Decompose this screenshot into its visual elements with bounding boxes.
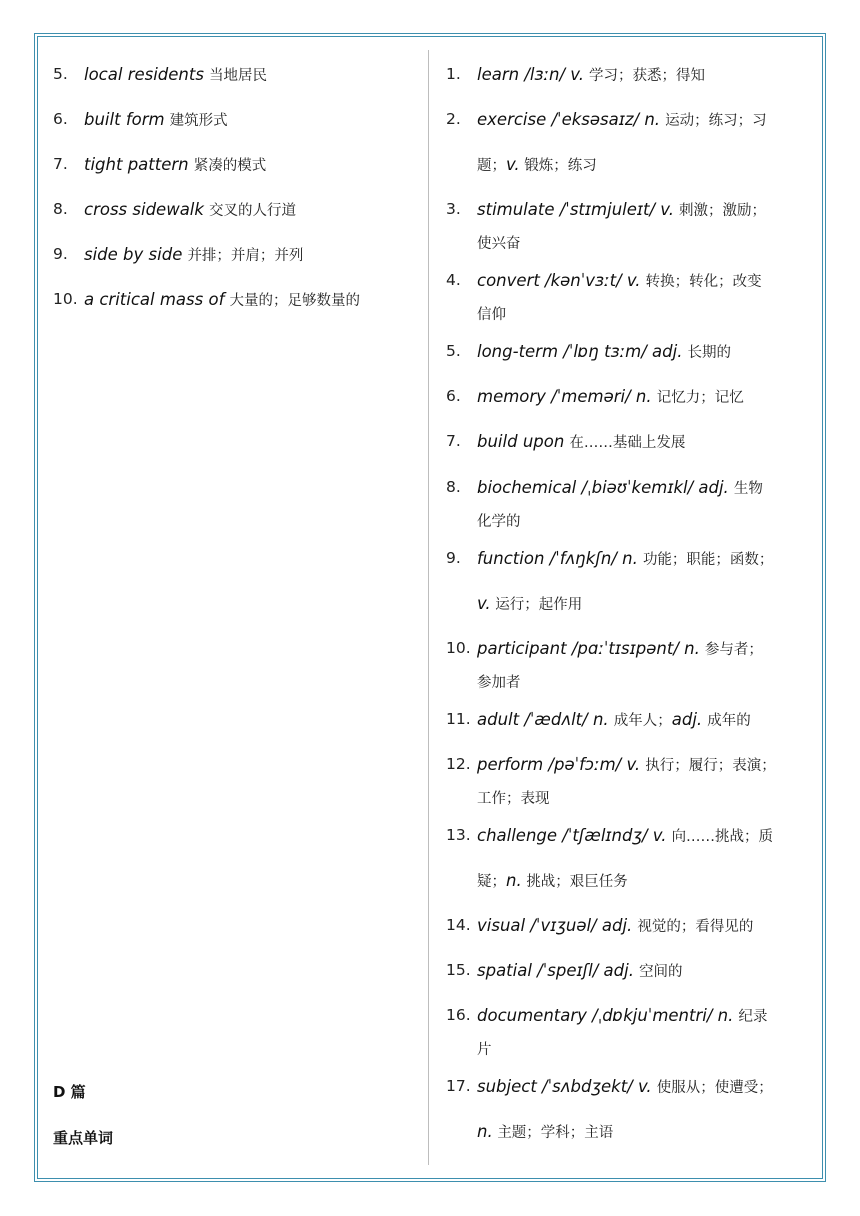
vocab-entry-continuation: 题；v. 锻炼；练习 [477, 155, 597, 174]
phrase-en: side by side [84, 245, 183, 264]
phrase-zh: 大量的；足够数量的 [229, 293, 360, 309]
phrase-en: local residents [84, 65, 204, 84]
vocab-entry-continuation: v. 运行；起作用 [477, 594, 583, 613]
vocab-entry-continuation: 片 [477, 1042, 492, 1058]
section-subtitle: 重点单词 [53, 1129, 114, 1147]
column-divider [428, 50, 429, 1165]
vocab-entry-continuation: 信仰 [477, 307, 506, 323]
phrase-en: built form [84, 110, 165, 129]
vocab-entry-continuation: 使兴奋 [477, 236, 521, 252]
phrase-en: a critical mass of [84, 290, 225, 309]
vocab-entry-continuation: 参加者 [477, 675, 521, 691]
section-title: D 篇 [53, 1083, 86, 1101]
phrase-zh: 紧凑的模式 [193, 158, 267, 174]
phrase-en: tight pattern [84, 155, 189, 174]
phrase-zh: 当地居民 [209, 68, 268, 84]
phrase-zh: 并排；并肩；并列 [187, 248, 304, 264]
vocab-entry-continuation: 疑；n. 挑战；艰巨任务 [477, 871, 628, 890]
phrase-en: cross sidewalk [84, 200, 204, 219]
phrase-zh: 交叉的人行道 [209, 203, 297, 219]
vocab-entry-continuation: 化学的 [477, 514, 521, 530]
phrase-zh: 建筑形式 [169, 113, 228, 129]
vocab-entry-continuation: 工作；表现 [477, 791, 550, 807]
vocab-entry-continuation: n. 主题；学科；主语 [477, 1122, 614, 1141]
